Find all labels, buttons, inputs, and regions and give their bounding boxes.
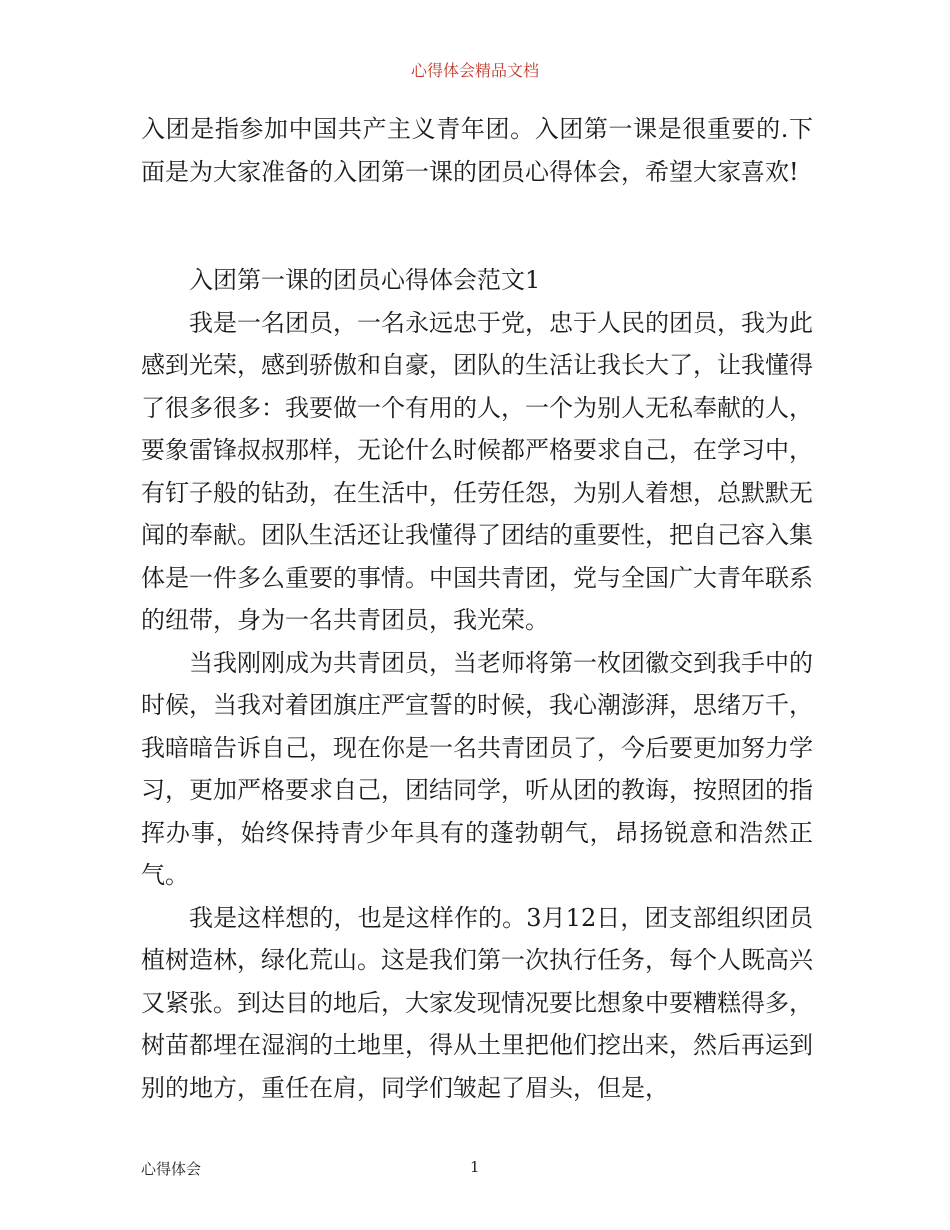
page-number: 1 xyxy=(470,1158,480,1176)
body-paragraph-2: 当我刚刚成为共青团员，当老师将第一枚团徽交到我手中的时候，当我对着团旗庄严宣誓的时候，我心潮澎湃，思绪万千，我暗暗告诉自己，现在你是一名共青团员了，今后要更加努力学习，更加严格要求自己，团结同学，听从团的教诲，按照团的指挥办事，始终保持青少年具有的蓬勃朝气，昂扬锐意和浩然正气。 xyxy=(141,648,813,889)
intro-paragraph: 入团是指参加中国共产主义青年团。入团第一课是很重要的.下面是为大家准备的入团第一课的团员心得体会，希望大家喜欢! xyxy=(141,115,813,186)
document-body xyxy=(141,108,813,1109)
body-paragraph-1: 我是一名团员，一名永远忠于党，忠于人民的团员，我为此感到光荣，感到骄傲和自豪，团队的生活让我长大了，让我懂得了很多很多：我要做一个有用的人，一个为别人无私奉献的人，要象雷锋叔叔那样，无论什么时候都严格要求自己，在学习中，有钉子般的钻劲，在生活中，任劳任怨，为别人着想，总默默无闻的奉献。团队生活还让我懂得了团结的重要性，把自己容入集体是一件多么重要的事情。中国共青团，党与全国广大青年联系的纽带，身为一名共青团员，我光荣。 xyxy=(141,308,813,634)
section-title: 入团第一课的团员心得体会范文1 xyxy=(189,266,541,294)
footer-label: 心得体会 xyxy=(141,1160,202,1178)
page-header-title: 心得体会精品文档 xyxy=(410,61,539,80)
body-paragraph-3: 我是这样想的，也是这样作的。3月12日，团支部组织团员植树造林，绿化荒山。这是我们第一次执行任务，每个人既高兴又紧张。到达目的地后，大家发现情况要比想象中要糟糕得多，树苗都埋在湿润的土地里，得从土里把他们挖出来，然后再运到别的地方，重任在肩，同学们皱起了眉头，但是， xyxy=(141,903,813,1102)
